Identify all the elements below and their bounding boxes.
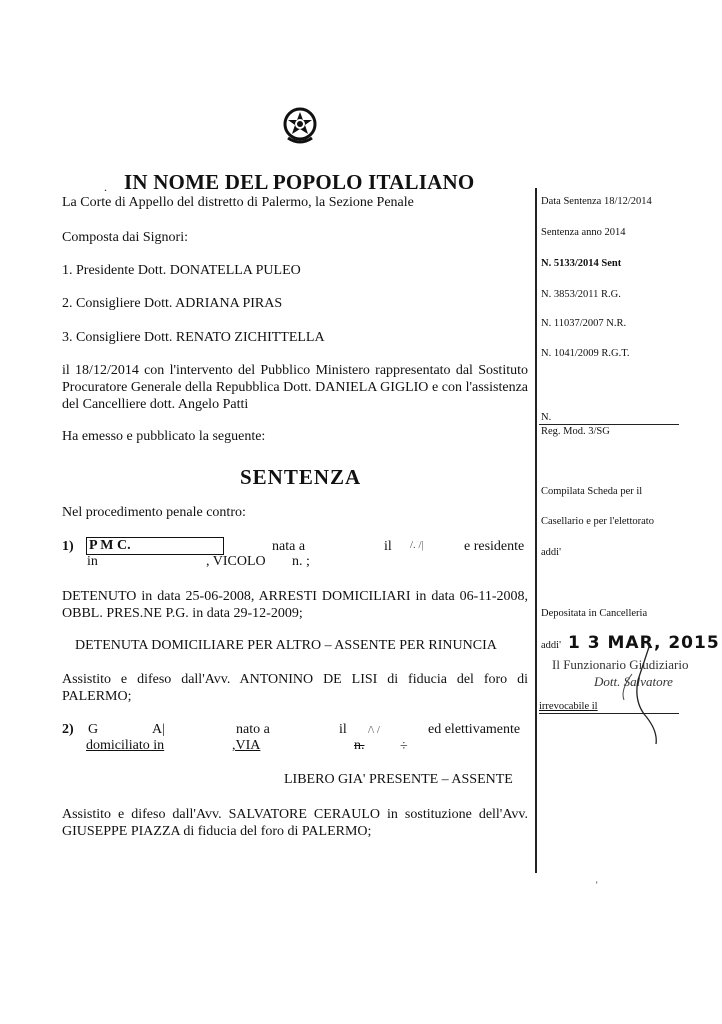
defendant-1-street: , VICOLO	[206, 554, 266, 569]
dot-mark: .	[104, 180, 107, 194]
sidebar-date-sentence: Data Sentenza 18/12/2014	[541, 196, 652, 207]
defendant-1-il: il	[384, 539, 392, 554]
document-title: IN NOME DEL POPOLO ITALIANO	[124, 170, 475, 194]
defendant-2-il: il	[339, 722, 347, 737]
hearing-paragraph: il 18/12/2014 con l'intervento del Pubblico Ministero rappresentato dal Sostituto Procuratore Generale della Repubblica Dott. DANIELA GIGLIO e con l'assistenza del Cancelliere dott. Angelo Patti	[62, 363, 528, 412]
defendant-2-number-addr: n.	[354, 738, 365, 753]
judge-3: 3. Consigliere Dott. RENATO ZICHITTELLA	[62, 330, 325, 345]
issued-line: Ha emesso e pubblicato la seguente:	[62, 429, 266, 444]
sidebar-divider	[535, 188, 537, 873]
sentenza-heading: SENTENZA	[240, 465, 362, 489]
tick-mark: '	[596, 880, 598, 890]
sidebar-n-rgt: N. 1041/2009 R.G.T.	[541, 348, 630, 359]
defendant-2-residence: ed elettivamente	[428, 722, 521, 737]
sidebar-compilata: Compilata Scheda per il	[541, 486, 643, 497]
defendant-1-defense: Assistito e difeso dall'Avv. ANTONINO DE LISI di fiducia del foro di PALERMO;	[62, 672, 528, 704]
judge-1: 1. Presidente Dott. DONATELLA PULEO	[62, 263, 301, 278]
defendant-1-born: nata a	[272, 539, 306, 554]
sidebar-addi-1: addi'	[541, 547, 561, 558]
sidebar-n-rg: N. 3853/2011 R.G.	[541, 289, 621, 300]
sidebar-signer: Dott. Salvatore	[594, 674, 673, 689]
defendant-2-name2: A|	[152, 722, 165, 737]
sidebar-stamp-date: 1 3 MAR, 2015	[568, 633, 720, 653]
sidebar-depositata: Depositata in Cancelleria	[541, 608, 648, 619]
defendant-1-date-redacted: /. /|	[410, 539, 424, 551]
defendant-1-residence: e residente	[464, 539, 525, 554]
sidebar-n-sent: N. 5133/2014 Sent	[541, 258, 622, 269]
judge-2: 2. Consigliere Dott. ADRIANA PIRAS	[62, 296, 283, 311]
composed-line: Composta dai Signori:	[62, 230, 188, 245]
defendant-1-number-addr: n. ;	[292, 554, 310, 569]
defendant-2-name: G	[88, 722, 99, 737]
defendant-1-in: in	[87, 554, 98, 569]
sidebar-casellario: Casellario e per l'elettorato	[541, 516, 654, 527]
italian-republic-emblem-icon	[282, 104, 318, 146]
sidebar-n-blank: N.	[541, 412, 552, 423]
defendant-2-domicile: domiciliato in	[86, 738, 165, 753]
signature-scribble	[610, 640, 670, 750]
sidebar-funzionario: Il Funzionario Giudiziario	[552, 657, 689, 672]
defendant-2-street: ,VIA	[232, 738, 261, 753]
defendant-2-born: nato a	[236, 722, 270, 737]
sidebar-irrevocabile: irrevocabile il	[539, 701, 598, 712]
defendant-1-status: DETENUTA DOMICILIARE PER ALTRO – ASSENTE PER RINUNCIA	[75, 638, 497, 653]
defendant-2-number-suffix: ÷	[400, 739, 408, 754]
sidebar-reg-mod: Reg. Mod. 3/SG	[541, 426, 610, 437]
defendant-1-name-box: P M C.	[86, 537, 224, 555]
defendant-1-detention: DETENUTO in data 25-06-2008, ARRESTI DOMICILIARI in data 06-11-2008, OBBL. PRES.NE P.G. in data 29-12-2009;	[62, 589, 528, 621]
defendant-2-number: 2)	[62, 722, 74, 737]
defendant-1-number: 1)	[62, 539, 74, 554]
sidebar-rule-1	[539, 424, 679, 425]
sidebar-addi-2: addi'	[541, 640, 561, 651]
sidebar-n-nr: N. 11037/2007 N.R.	[541, 318, 627, 329]
court-line: La Corte di Appello del distretto di Palermo, la Sezione Penale	[62, 195, 414, 210]
defendant-2-date-redacted: /\ /	[368, 724, 380, 736]
defendant-2-status: LIBERO GIA' PRESENTE – ASSENTE	[284, 772, 513, 787]
proceeding-line: Nel procedimento penale contro:	[62, 505, 246, 520]
sidebar-year: Sentenza anno 2014	[541, 227, 626, 238]
defendant-2-defense: Assistito e difeso dall'Avv. SALVATORE CERAULO in sostituzione dell'Avv. GIUSEPPE PIAZZA di fiducia del foro di PALERMO;	[62, 807, 528, 839]
